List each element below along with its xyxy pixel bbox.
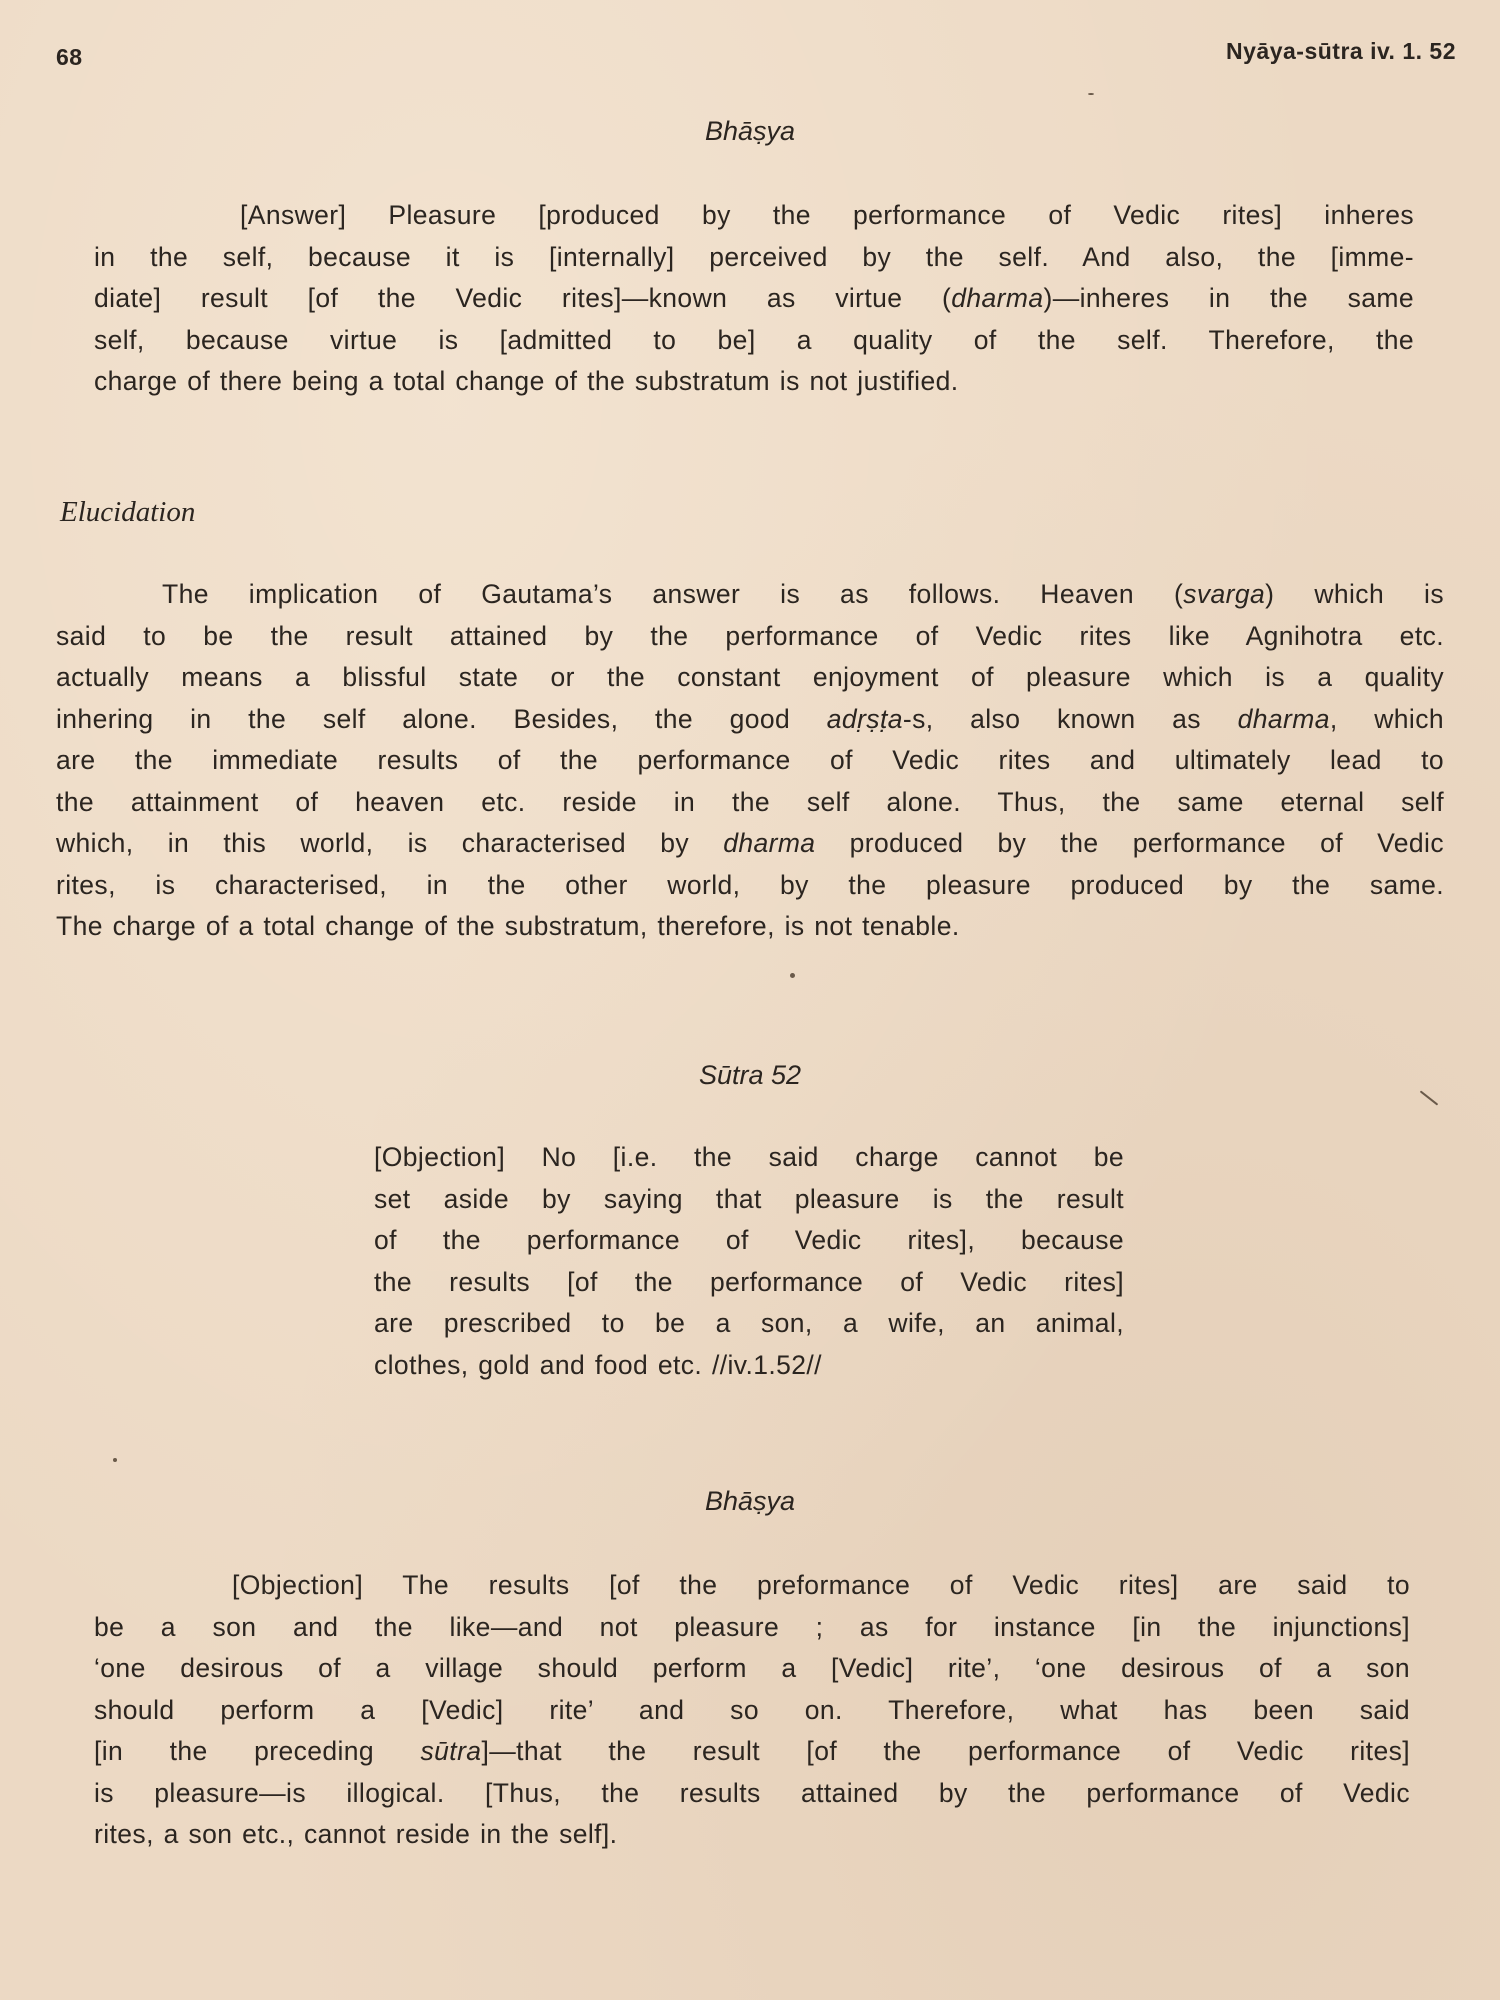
text-line: be a son and the like—and not pleasure ; as for instance [in the injunctions] [94,1611,1410,1642]
text-line: The implication of Gautama’s answer is as follows. Heaven (svarga) which is [162,579,1444,609]
paper-mark [1420,1090,1439,1105]
text-line: are the immediate results of the performance of Vedic rites and ultimately lead to [56,745,1444,775]
paper-speck [790,973,795,978]
text-line: should perform a [Vedic] rite’ and so on. Therefore, what has been said [94,1694,1410,1725]
italic-term: dharma [1237,703,1330,734]
page-number: 68 [56,44,83,70]
running-title: Nyāya-sūtra iv. 1. 52 [1226,38,1456,64]
text-line: of the performance of Vedic rites], because [374,1225,1124,1255]
text-line: ‘one desirous of a village should perform a [Vedic] rite’, ‘one desirous of a son [94,1653,1410,1683]
text-line: [Objection] The results [of the preformance of Vedic rites] are said to [232,1570,1410,1600]
text-line: self, because virtue is [admitted to be] a quality of the self. Therefore, the [94,324,1414,355]
italic-term: svarga [1183,579,1266,609]
text-line: [in the preceding sūtra]—that the result [of the performance of Vedic rites] [94,1736,1410,1766]
bhasya-paragraph-1 [94,195,1414,403]
text-line: is pleasure—is illogical. [Thus, the results attained by the performance of Vedic [94,1777,1410,1808]
bhasya-heading-2: Bhāṣya [704,1486,796,1516]
sutra-heading: Sūtra 52 [698,1060,802,1090]
text-line: [Objection] No [i.e. the said charge cannot be [374,1142,1124,1172]
paper-speck [113,1458,117,1462]
italic-term: dharma [951,283,1044,313]
text-line: set aside by saying that pleasure is the result [374,1183,1124,1214]
text-line: are prescribed to be a son, a wife, an animal, [374,1308,1124,1338]
text-line: diate] result [of the Vedic rites]—known as virtue (dharma)—inheres in the same [94,283,1414,313]
bhasya-paragraph-2 [94,1565,1410,1856]
sutra-text [374,1137,1124,1386]
text-line: actually means a blissful state or the constant enjoyment of pleasure which is a quality [56,662,1444,692]
text-line: rites, is characterised, in the other world, by the pleasure produced by the same. [56,869,1444,900]
text-line: [Answer] Pleasure [produced by the performance of Vedic rites] inheres [240,200,1414,230]
text-line: clothes, gold and food etc. //iv.1.52// [374,1349,822,1380]
text-line: which, in this world, is characterised by dharma produced by the performance of Vedic [56,828,1444,858]
text-line: in the self, because it is [internally] perceived by the self. And also, the [imme- [94,241,1414,272]
text-line: rites, a son etc., cannot reside in the self]. [94,1819,618,1849]
text-line: said to be the result attained by the performance of Vedic rites like Agnihotra etc. [56,620,1444,651]
text-line: charge of there being a total change of the substratum is not justified. [94,366,959,396]
bhasya-heading-1: Bhāṣya [704,116,796,146]
text-line: the results [of the performance of Vedic rites] [374,1266,1124,1297]
italic-term: dharma [723,828,816,858]
running-head [56,38,1456,72]
elucidation-heading: Elucidation [60,496,196,528]
text-line: the attainment of heaven etc. reside in the self alone. Thus, the same eternal self [56,786,1444,817]
text-line: inhering in the self alone. Besides, the good adṛṣṭa-s, also known as dharma, which [56,703,1444,734]
elucidation-paragraph [56,574,1444,948]
paper-speck [1088,93,1094,95]
italic-term: sūtra [420,1736,482,1766]
italic-term: adṛṣṭa [826,703,903,734]
text-line: The charge of a total change of the substratum, therefore, is not tenable. [56,911,960,941]
